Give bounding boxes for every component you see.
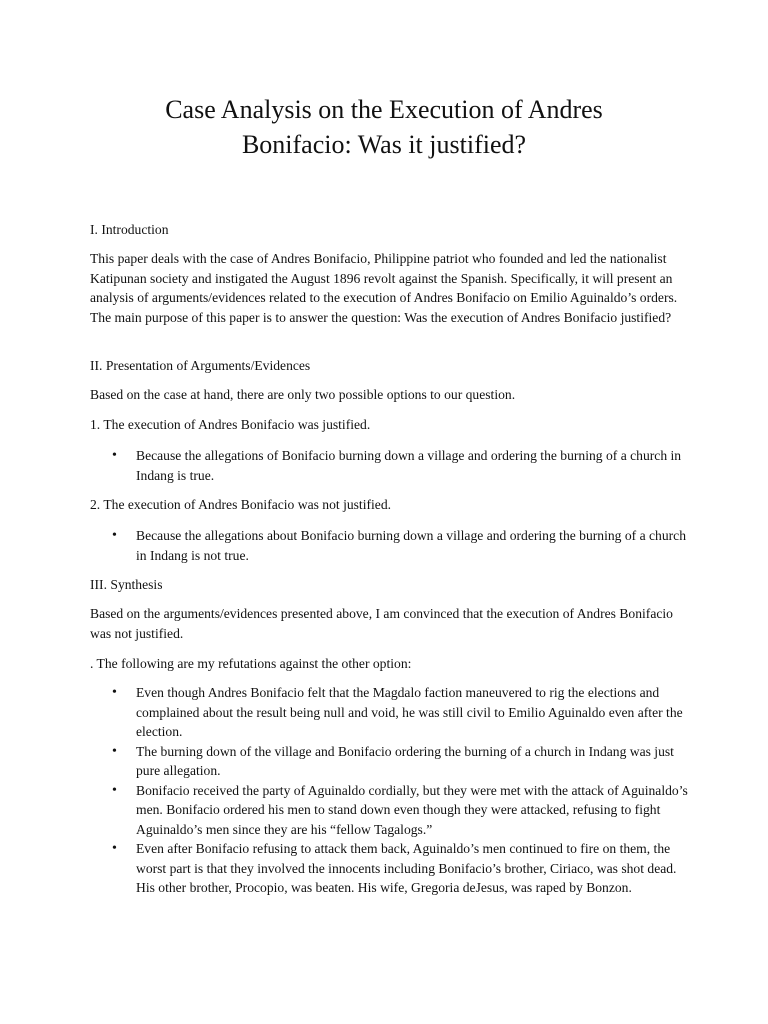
intro-heading: I. Introduction [90, 222, 169, 237]
refutation-item: • Even after Bonifacio refusing to attack them back, Aguinaldo’s men continued to fire on them, the worst part is that they involved the innocents including Bonifacio’s brother, Ciriaco, was shot dead. His other brother, Procopio, was beaten. His wife, Gregoria deJesus, was raped by Bonzon. [90, 839, 690, 898]
presentation-heading: II. Presentation of Arguments/Evidences [90, 358, 311, 373]
refutation-item: • Even though Andres Bonifacio felt that the Magdalo faction maneuvered to rig the elections and complained about the result being null and void, he was still civil to Emilio Aguinaldo even after the election. [90, 683, 690, 742]
option-2-bullet: • Because the allegations about Bonifacio burning down a village and ordering the burning of a church in Indang is not true. [90, 526, 690, 565]
option-1-bullets [90, 446, 690, 485]
title-line-1: Case Analysis on the Execution of Andres [165, 95, 603, 124]
document-title [0, 92, 768, 162]
refutation-intro: . The following are my refutations against the other option: [90, 656, 412, 671]
option-2-bullets [90, 526, 690, 565]
refutation-item: • Bonifacio received the party of Aguinaldo cordially, but they were met with the attack of Aguinaldo’s men. Bonifacio ordered his men to stand down even though they were attacked, refusing to fight Aguinaldo’s men since they are his “fellow Tagalogs.” [90, 781, 690, 840]
refutation-list [90, 683, 690, 898]
synthesis-heading: III. Synthesis [90, 577, 163, 592]
option-1: 1. The execution of Andres Bonifacio was justified. [90, 417, 371, 432]
option-1-bullet: • Because the allegations of Bonifacio burning down a village and ordering the burning of a church in Indang is true. [90, 446, 690, 485]
refutation-item: • The burning down of the village and Bonifacio ordering the burning of a church in Indang was just pure allegation. [90, 742, 690, 781]
presentation-paragraph: Based on the case at hand, there are only two possible options to our question. [90, 387, 516, 402]
option-2: 2. The execution of Andres Bonifacio was not justified. [90, 497, 392, 512]
title-line-2: Bonifacio: Was it justified? [241, 130, 527, 159]
intro-paragraph: This paper deals with the case of Andres Bonifacio, Philippine patriot who founded and led the nationalist Katipunan society and instigated the August 1896 revolt against the Spanish. Specifically, it will present an analysis of arguments/evidences related to the execution of Andres Bonifacio on Emilio Aguinaldo’s orders. The main purpose of this paper is to answer the question: Was the execution of Andres Bonifacio justified? [90, 251, 678, 325]
synthesis-paragraph: Based on the arguments/evidences presented above, I am convinced that the execution of Andres Bonifacio was not justified. [90, 606, 673, 641]
